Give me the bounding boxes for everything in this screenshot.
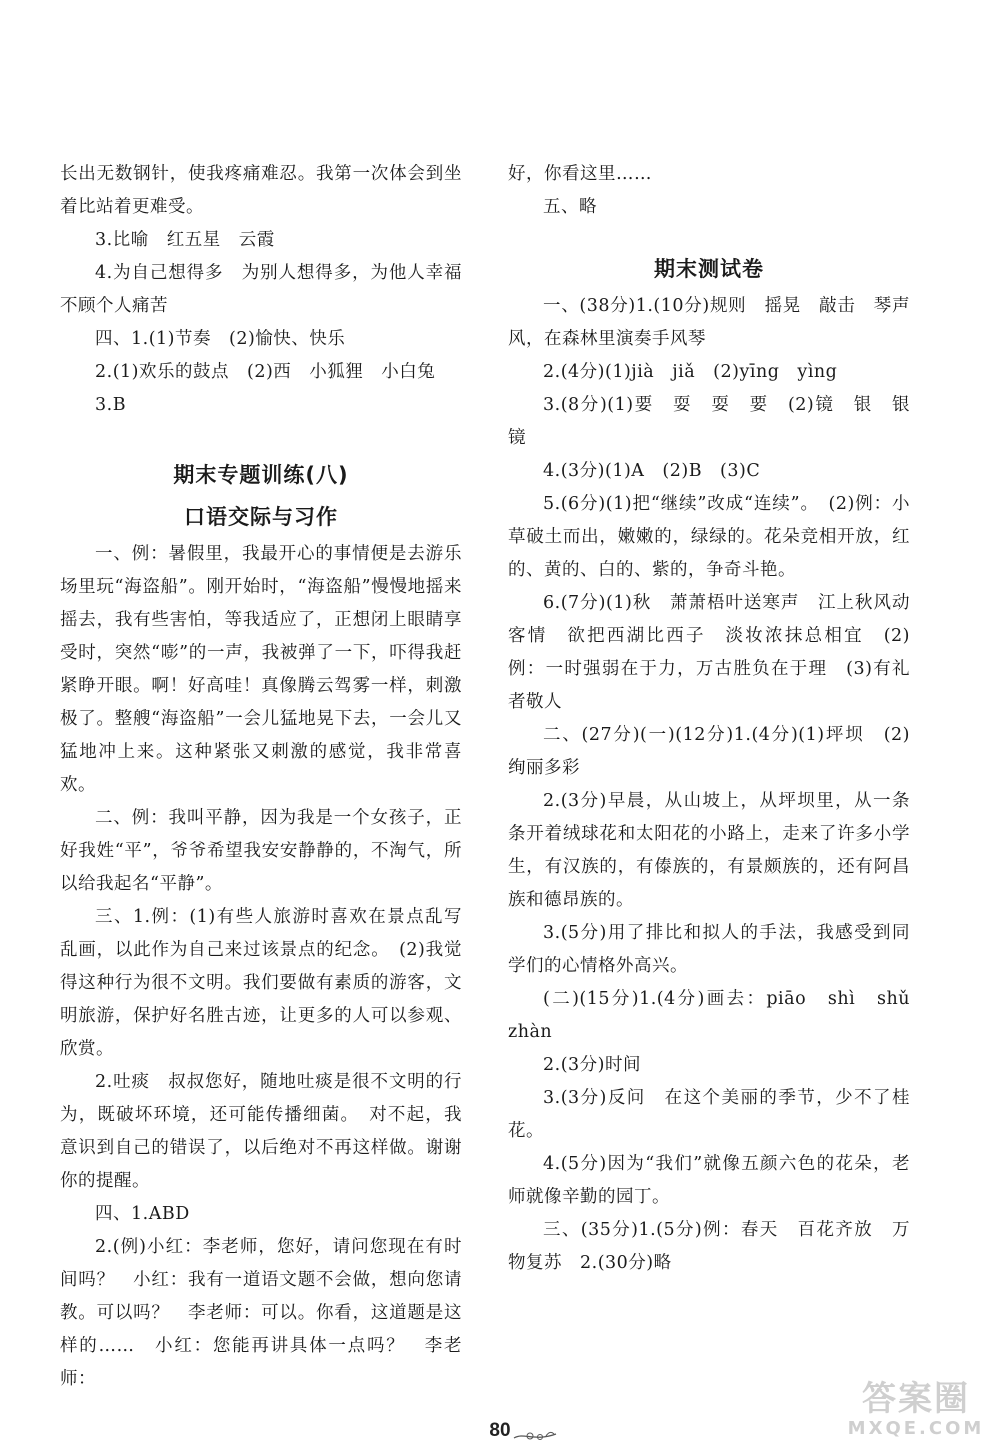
answer-paragraph: 4.(5分)因为“我们”就像五颜六色的花朵，老师就像辛勤的园丁。 bbox=[508, 1154, 910, 1207]
right-column bbox=[508, 158, 928, 1280]
watermark bbox=[846, 1379, 986, 1445]
flower-ornament-icon bbox=[512, 1428, 558, 1444]
answer-paragraph: 3.(8分)(1)要 耍 耍 要 (2)镜 银 银 镜 bbox=[508, 395, 928, 448]
answer-paragraph: 3.(3分)反问 在这个美丽的季节，少不了桂花。 bbox=[508, 1088, 910, 1141]
answer-paragraph: 2.(4分)(1)jià jiǎ (2)yīng yìng bbox=[543, 362, 838, 382]
answer-paragraph: 三、1.例：(1)有些人旅游时喜欢在景点乱写乱画，以此作为自己来过该景点的纪念。 (2)我觉得这种行为很不文明。我们要做有素质的游客，文明旅游，保护好名胜古迹，让更多的人可以参观、欣赏。 bbox=[60, 907, 462, 1059]
answer-paragraph: 一、(38分)1.(10分)规则 摇晃 敲击 琴声 风，在森林里演奏手风琴 bbox=[508, 296, 928, 349]
answer-line: 五、略 bbox=[543, 197, 597, 217]
answer-paragraph: 2.吐痰 叔叔您好，随地吐痰是很不文明的行为，既破坏环境，还可能传播细菌。 对不起，我意识到自己的错误了，以后绝对不再这样做。谢谢你的提醒。 bbox=[60, 1072, 462, 1191]
watermark-url: MXQE.COM bbox=[847, 1418, 985, 1439]
page-number: 80 bbox=[489, 1420, 511, 1441]
answer-line: 长出无数钢针，使我疼痛难忍。我第一次体会到坐着比站着更难受。 bbox=[60, 164, 462, 217]
watermark-text: 答案圈 bbox=[862, 1379, 970, 1419]
answer-paragraph: 二、例：我叫平静，因为我是一个女孩子，正好我姓“平”，爷爷希望我安安静静的，不淘气，所以给我起名“平静”。 bbox=[60, 808, 462, 894]
answer-paragraph: 四、1.ABD bbox=[95, 1204, 190, 1224]
answer-paragraph: 4.(3分)(1)A (2)B (3)C bbox=[543, 461, 761, 481]
answer-line: 好，你看这里…… bbox=[508, 164, 652, 184]
answer-line: 3.比喻 红五星 云霞 bbox=[95, 230, 275, 250]
answer-paragraph: 三、(35分)1.(5分)例：春天 百花齐放 万物复苏 2.(30分)略 bbox=[508, 1220, 910, 1273]
section-title: 期末专题训练(八) bbox=[173, 463, 349, 487]
answer-line: 3.B bbox=[95, 395, 127, 415]
section-title: 期末测试卷 bbox=[654, 257, 764, 281]
answer-paragraph: 2.(3分)时间 bbox=[543, 1055, 641, 1075]
answer-paragraph: 2.(例)小红：李老师，您好，请问您现在有时间吗？ 小红：我有一道语文题不会做，想向您请教。可以吗？ 李老师：可以。你看，这道题是这样的…… 小红：您能再讲具体一点吗？ 李老师： bbox=[60, 1237, 462, 1389]
answer-paragraph: 2.(3分)早晨，从山坡上，从坪坝里，从一条条开着绒球花和太阳花的小路上，走来了许多小学生，有汉族的，有傣族的，有景颇族的，还有阿昌族和德昂族的。 bbox=[508, 791, 910, 910]
answer-paragraph: (二)(15分)1.(4分)画去：piāo shì shǔ zhàn bbox=[508, 989, 928, 1042]
answer-paragraph: 5.(6分)(1)把“继续”改成“连续”。 (2)例：小草破土而出，嫩嫩的，绿绿的。花朵竞相开放，红的、黄的、白的、紫的，争奇斗艳。 bbox=[508, 494, 910, 580]
answer-line: 2.(1)欢乐的鼓点 (2)西 小狐狸 小白兔 bbox=[95, 362, 436, 382]
answer-line: 4.为自己想得多 为别人想得多，为他人幸福不顾个人痛苦 bbox=[60, 263, 462, 316]
answer-line: 四、1.(1)节奏 (2)愉快、快乐 bbox=[95, 329, 346, 349]
answer-paragraph: 3.(5分)用了排比和拟人的手法，我感受到同学们的心情格外高兴。 bbox=[508, 923, 910, 976]
answer-paragraph: 二、(27分)(一)(12分)1.(4分)(1)坪坝 (2)绚丽多彩 bbox=[508, 725, 910, 778]
section-subtitle: 口语交际与习作 bbox=[184, 505, 338, 529]
answer-paragraph: 一、例：暑假里，我最开心的事情便是去游乐场里玩“海盗船”。刚开始时，“海盗船”慢慢地摇来摇去，我有些害怕，等我适应了，正想闭上眼睛享受时，突然“嘭”的一声，我被弹了一下，吓得我赶紧睁开眼。啊！好高哇！真像腾云驾雾一样，刺激极了。整艘“海盗船”一会儿猛地晃下去，一会儿又猛地冲上来。这种紧张又刺激的感觉，我非常喜欢。 bbox=[60, 544, 462, 795]
answer-paragraph: 6.(7分)(1)秋 萧萧梧叶送寒声 江上秋风动客情 欲把西湖比西子 淡妆浓抹总相宜 (2)例：一时强弱在于力，万古胜负在于理 (3)有礼者敬人 bbox=[508, 593, 910, 712]
left-column bbox=[60, 158, 462, 1396]
